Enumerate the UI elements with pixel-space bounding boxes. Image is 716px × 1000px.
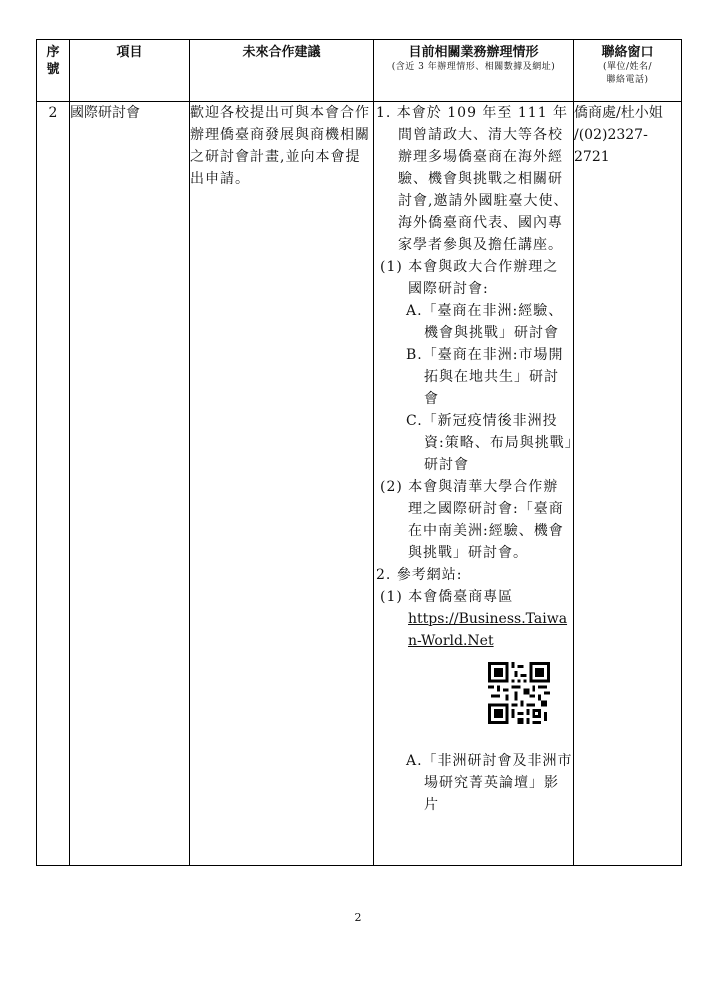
- header-item: 項目: [70, 40, 190, 102]
- status-item-1-1-a: A.「臺商在非洲:經驗、機會與挑戰」研討會: [406, 303, 564, 341]
- header-contact: [574, 40, 682, 102]
- table-row: [37, 102, 682, 866]
- header-row: [37, 40, 682, 102]
- status-item-2: 2. 參考網站:: [376, 567, 463, 583]
- cooperation-table: [36, 39, 682, 866]
- status-item-1-2: (2) 本會與清華大學合作辦理之國際研討會:「臺商在中南美洲:經驗、機會與挑戰」研討會。: [380, 479, 564, 561]
- status-item-1-1: (1) 本會與政大合作辦理之國際研討會:: [380, 259, 559, 297]
- status-item-1: 1. 本會於 109 年至 111 年間曾請政大、清大等各校辦理多場僑臺商在海外經驗、機會與挑戰之相關研討會,邀請外國駐臺大使、海外僑臺商代表、國內專家學者參與及擔任講座。: [376, 105, 569, 253]
- qr-code-icon: [488, 662, 550, 724]
- header-contact-note1: (單位/姓名/: [602, 62, 653, 72]
- header-contact-title: 聯絡窗口: [601, 45, 654, 60]
- row-suggestion: 歡迎各校提出可與本會合作辦理僑臺商發展與商機相關之研討會計畫,並向本會提出申請。: [190, 102, 374, 866]
- status-item-2-1-a: A.「非洲研討會及非洲市場研究菁英論壇」影片: [406, 753, 573, 813]
- status-item-1-1-c: C.「新冠疫情後非洲投資:策略、布局與挑戰」研討會: [406, 413, 573, 473]
- header-seq: 序號: [37, 40, 70, 102]
- row-seq: 2: [37, 102, 70, 866]
- header-suggestion: 未來合作建議: [190, 40, 374, 102]
- page-number: 2: [354, 911, 362, 924]
- contact-line2: /(02)2327-2721: [574, 127, 648, 165]
- contact-line1: 僑商處/杜小姐: [574, 105, 663, 121]
- status-item-1-1-b: B.「臺商在非洲:市場開拓與在地共生」研討會: [406, 347, 564, 407]
- row-item: 國際研討會: [70, 102, 190, 866]
- header-contact-note2: 聯絡電話): [606, 75, 649, 85]
- header-status-title: 目前相關業務辦理情形: [408, 45, 539, 60]
- status-item-2-1: (1) 本會僑臺商專區: [380, 589, 514, 605]
- row-status: [374, 102, 574, 866]
- header-status: [374, 40, 574, 102]
- business-site-link[interactable]: https://Business.Taiwan-World.Net: [408, 611, 568, 649]
- header-status-note: (含近 3 年辦理情形、相關數據及網址): [391, 62, 556, 72]
- row-contact: [574, 102, 682, 866]
